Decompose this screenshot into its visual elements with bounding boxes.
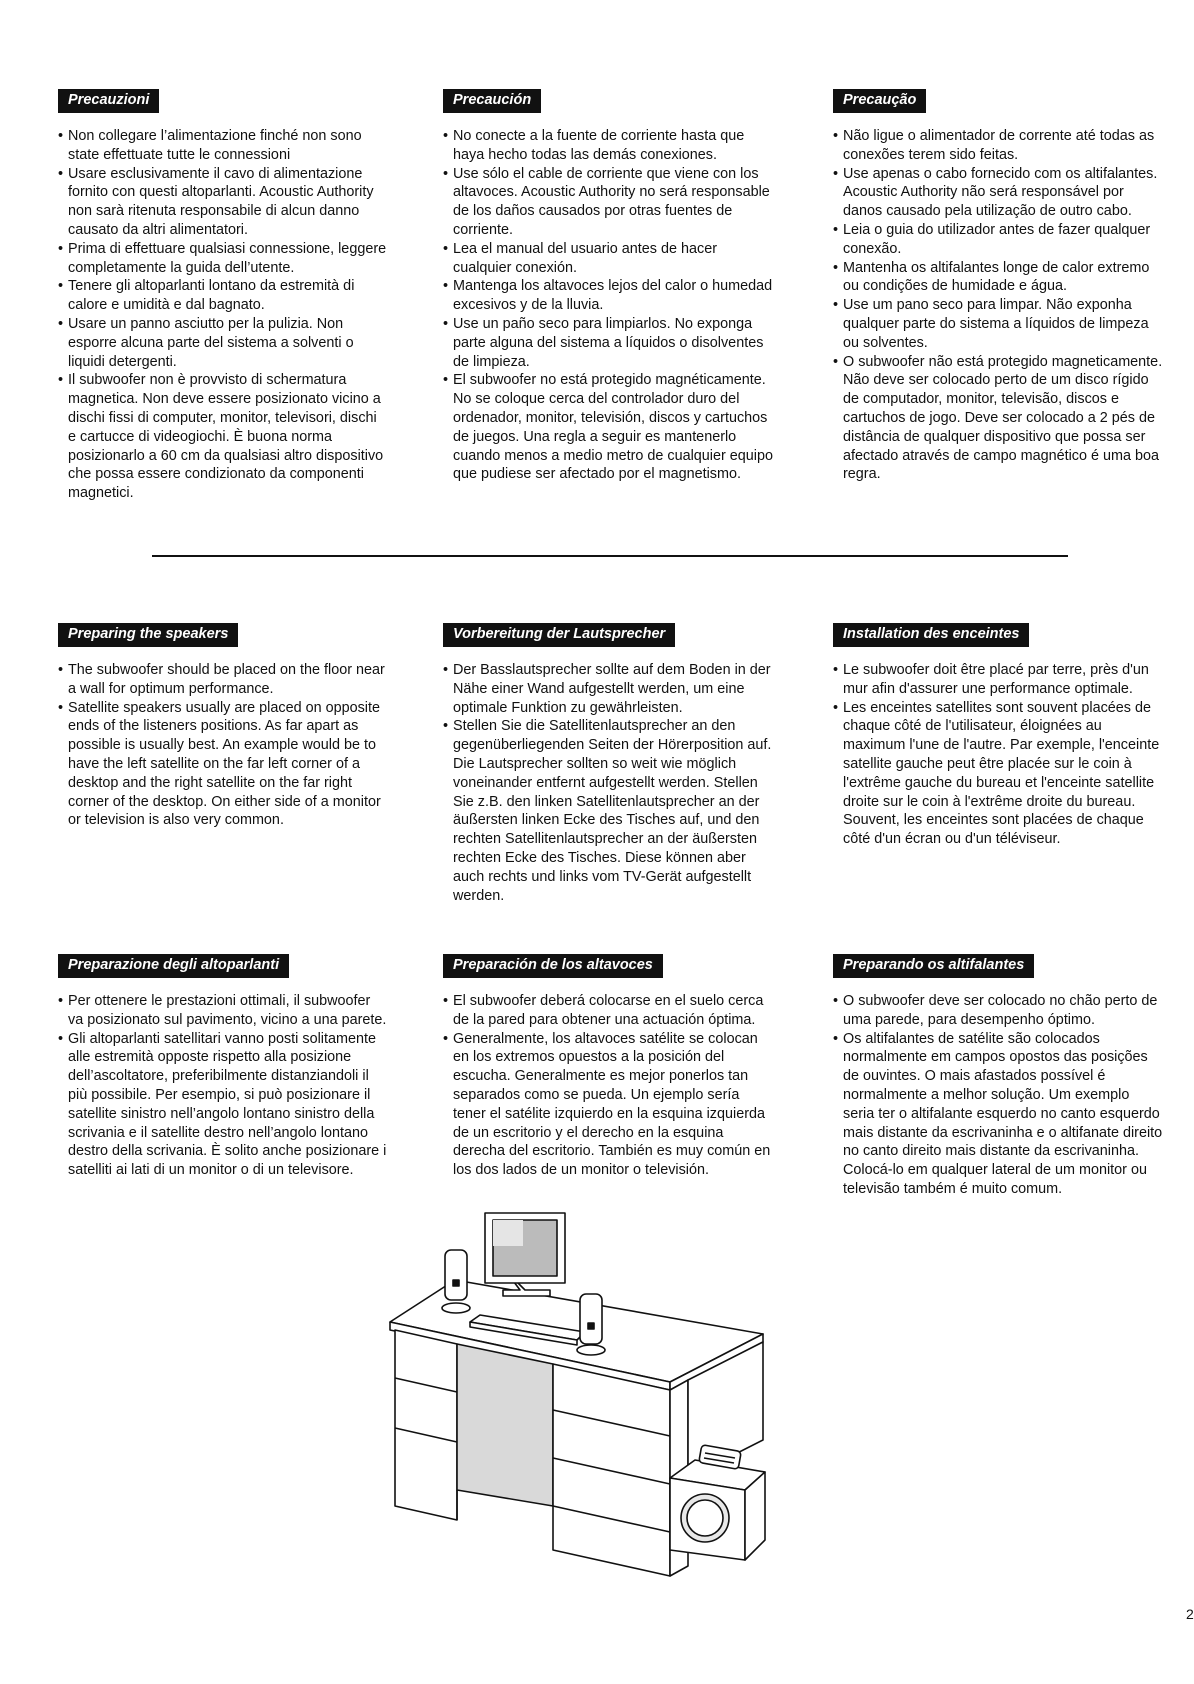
- right-drawer-unit: [553, 1364, 670, 1576]
- bullet-item: • Tenere gli altoparlanti lontano da estremità di calore e umidità e dal bagnato.: [58, 277, 388, 315]
- bullet-item: • Use apenas o cabo fornecido com os altifalantes. Acoustic Authority não será responsável por danos causado pela utilização de outro cabo.: [833, 165, 1163, 221]
- section-preparando-pt: [833, 954, 1163, 1199]
- bullet-item: • Não ligue o alimentador de corrente até todas as conexões terem sido feitas.: [833, 127, 1163, 165]
- right-satellite-speaker: [580, 1294, 602, 1344]
- section-heading: Preparing the speakers: [58, 623, 238, 647]
- section-heading: Preparación de los altavoces: [443, 954, 663, 978]
- bullet-item: • No conecte a la fuente de corriente hasta que haya hecho todas las demás conexiones.: [443, 127, 773, 165]
- bullet-list: [58, 661, 388, 830]
- section-heading: Vorbereitung der Lautsprecher: [443, 623, 675, 647]
- horizontal-divider: [152, 555, 1068, 557]
- bullet-item: • Non collegare l’alimentazione finché non sono state effettuate tutte le connessioni: [58, 127, 388, 165]
- bullet-item: • The subwoofer should be placed on the floor near a wall for optimum performance.: [58, 661, 388, 699]
- bullet-item: • Il subwoofer non è provvisto di schermatura magnetica. Non deve essere posizionato vicino a dischi fissi di computer, monitor, televisori, dischi e cartucce di videogiochi. È buona norma posizionarlo a 60 cm da qualsiasi altro dispositivo che possa essere condizionato da componenti magnetici.: [58, 371, 388, 503]
- bullet-list: [58, 992, 388, 1180]
- bullet-item: • Prima di effettuare qualsiasi connessione, leggere completamente la guida dell’utente.: [58, 240, 388, 278]
- bullet-item: • O subwoofer não está protegido magneticamente. Não deve ser colocado perto de um disco rígido de computador, monitor, televisão, discos e cartuchos de jogo. Deve ser colocado a 2 pés de distância de qualquer dispositivo que possa ser afectado através de campo magnético é uma boa regra.: [833, 353, 1163, 485]
- bullet-list: [833, 661, 1163, 849]
- section-preparacion-es: [443, 954, 773, 1180]
- page-number: 2: [1186, 1606, 1194, 1622]
- bullet-item: • Use sólo el cable de corriente que viene con los altavoces. Acoustic Authority no será responsable de los daños causados por otras fuentes de corriente.: [443, 165, 773, 240]
- bullet-item: • Les enceintes satellites sont souvent placées de chaque côté de l'utilisateur, éloignées au maximum l'une de l'autre. Par exemple, l'enceinte satellite gauche peut être placée sur le coin à l'extrême gauche du bureau et l'enceinte satellite droite sur le coin à l'extrême droite du bureau. Souvent, les enceintes sont placées de chaque côté d'un écran ou d'un téléviseur.: [833, 699, 1163, 849]
- bullet-item: • O subwoofer deve ser colocado no chão perto de uma parede, para desempenho óptimo.: [833, 992, 1163, 1030]
- bullet-item: • Satellite speakers usually are placed on opposite ends of the listeners positions. As far apart as possible is usually best. An example would be to have the left satellite on the far left corner of a desktop and the right satellite on the far right corner of the desktop. On either side of a monitor or television is also very common.: [58, 699, 388, 831]
- section-heading: Installation des enceintes: [833, 623, 1029, 647]
- bullet-list: [58, 127, 388, 503]
- bullet-item: • Os altifalantes de satélite são colocados normalmente em campos opostos das posições de ouvintes. O mais afastados possível é normalmente a melhor solução. Um exemplo seria ter o altifalante esquerdo no canto esquerdo mais distante da escrivaninha e o altifanate direito no canto direito mais distante da escrivaninha. Colocá-lo em qualquer lateral de um monitor ou televisão também é muito comum.: [833, 1030, 1163, 1199]
- left-satellite-speaker: [445, 1250, 467, 1300]
- section-heading: Precaução: [833, 89, 926, 113]
- bullet-list: [443, 992, 773, 1180]
- section-heading: Precaución: [443, 89, 541, 113]
- bullet-item: • Der Basslautsprecher sollte auf dem Boden in der Nähe einer Wand aufgestellt werden, um eine optimale Funktion zu gewährleisten.: [443, 661, 773, 717]
- bullet-item: • Usare esclusivamente il cavo di alimentazione fornito con questi altoparlanti. Acoustic Authority non sarà ritenuta responsabile di alcun danno causato da altri alimentatori.: [58, 165, 388, 240]
- bullet-item: • Leia o guia do utilizador antes de fazer qualquer conexão.: [833, 221, 1163, 259]
- bullet-item: • Use um pano seco para limpar. Não exponha qualquer parte do sistema a líquidos de limpeza ou solventes.: [833, 296, 1163, 352]
- bullet-item: • Mantenha os altifalantes longe de calor extremo ou condições de humidade e água.: [833, 259, 1163, 297]
- section-precaucao: [833, 89, 1163, 484]
- bullet-list: [833, 992, 1163, 1199]
- bullet-item: • El subwoofer deberá colocarse en el suelo cerca de la pared para obtener una actuación óptima.: [443, 992, 773, 1030]
- section-preparazione-it: [58, 954, 388, 1180]
- section-precauzioni: [58, 89, 388, 503]
- section-heading: Preparando os altifalantes: [833, 954, 1034, 978]
- section-precaucion: [443, 89, 773, 484]
- bullet-item: • Use un paño seco para limpiarlos. No exponga parte alguna del sistema a líquidos o disolventes de limpieza.: [443, 315, 773, 371]
- left-drawer-unit: [395, 1330, 457, 1520]
- bullet-item: • Mantenga los altavoces lejos del calor o humedad excesivos y de la lluvia.: [443, 277, 773, 315]
- bullet-item: • Generalmente, los altavoces satélite se colocan en los extremos opuestos a la posición del escucha. Generalmente es mejor ponerlos tan separados como se pueda. Un ejemplo sería tener el satélite izquierdo en la esquina izquierda de un escritorio y el derecho en la esquina derecha del escritorio. También es muy común en los dos lados de un monitor o televisión.: [443, 1030, 773, 1180]
- bullet-list: [833, 127, 1163, 484]
- section-preparing-en: [58, 623, 388, 830]
- bullet-item: • Gli altoparlanti satellitari vanno posti solitamente alle estremità opposte rispetto alla posizione dell’ascoltatore, preferibilmente distanziandoli il più possibile. Per esempio, si può posizionare il satellite sinistro nell’angolo lontano sinistro della scrivania e il satellite destro nell’angolo lontano destro della scrivania. È solito anche posizionare i satelliti ai lati di un monitor o di un televisore.: [58, 1030, 388, 1180]
- section-heading: Precauzioni: [58, 89, 159, 113]
- bullet-item: • El subwoofer no está protegido magnéticamente. No se coloque cerca del controlador duro del ordenador, monitor, televisión, discos y cartuchos de juegos. Una regla a seguir es mantenerlo cuando menos a medio metro de cualquier equipo que pudiese ser afectado por el magnetismo.: [443, 371, 773, 484]
- bullet-item: • Stellen Sie die Satellitenlautsprecher an den gegenüberliegenden Seiten der Hörerposition auf. Die Lautsprecher sollten so weit wie möglich voneinander entfernt aufgestellt werden. Stellen Sie z.B. den linken Satellitenlautsprecher an der äußersten linken Ecke des Tisches auf, und den rechten Satellitenlautsprecher an der äußersten rechten Ecke des Tisches. Diese können aber auch rechts und links vom TV-Gerät aufgestellt werden.: [443, 717, 773, 905]
- bullet-item: • Le subwoofer doit être placé par terre, près d'un mur afin d'assurer une performance optimale.: [833, 661, 1163, 699]
- bullet-item: • Per ottenere le prestazioni ottimali, il subwoofer va posizionato sul pavimento, vicino a una parete.: [58, 992, 388, 1030]
- section-installation-fr: [833, 623, 1163, 849]
- bullet-item: • Lea el manual del usuario antes de hacer cualquier conexión.: [443, 240, 773, 278]
- bullet-item: • Usare un panno asciutto per la pulizia. Non esporre alcuna parte del sistema a solventi o liquidi detergenti.: [58, 315, 388, 371]
- section-heading: Preparazione degli altoparlanti: [58, 954, 289, 978]
- bullet-list: [443, 127, 773, 484]
- section-vorbereitung-de: [443, 623, 773, 905]
- bullet-list: [443, 661, 773, 905]
- desk-setup-illustration: [385, 1210, 815, 1590]
